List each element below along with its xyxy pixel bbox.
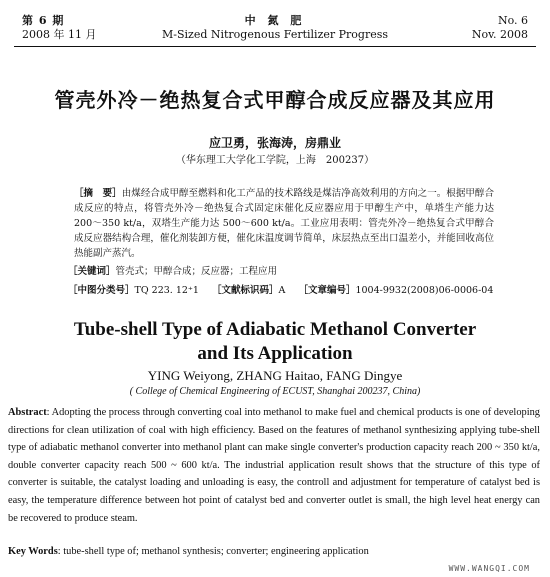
- keywords-en-sep: :: [57, 546, 64, 557]
- doc-code-label: ［文献标识码］: [212, 285, 279, 296]
- abstract-cn: [74, 186, 494, 261]
- date-en: Nov. 2008: [471, 28, 528, 41]
- keywords-en-label: Key Words: [8, 546, 58, 557]
- issue-en: No. 6: [497, 14, 528, 27]
- affiliation-cn: （华东理工大学化工学院，上海 200237）: [175, 155, 375, 166]
- abstract-en-sep: :: [46, 407, 52, 418]
- keywords-en: [8, 545, 540, 559]
- header-center: [22, 14, 528, 42]
- authors-cn: 应卫勇，张海涛，房鼎业: [208, 136, 341, 150]
- article-number: [298, 285, 493, 296]
- abstract-cn-label: ［摘 要］: [74, 188, 122, 199]
- keywords-en-text: tube-shell type of; methanol synthesis; converter; engineering application: [63, 546, 369, 557]
- paper-title-cn: 管壳外冷－绝热复合式甲醇合成反应器及其应用: [54, 88, 496, 112]
- authors-en: YING Weiyong, ZHANG Haitao, FANG Dingye: [147, 368, 403, 383]
- keywords-cn-text: 管壳式；甲醇合成；反应器；工程应用: [115, 266, 278, 277]
- header-rule: [14, 46, 536, 47]
- abstract-en: [8, 404, 540, 527]
- classification-line: [68, 284, 518, 298]
- article-number-value: 1004-9932(2008)06-0006-04: [355, 285, 494, 296]
- date-cn: 2008 年 11 月: [22, 28, 97, 41]
- journal-title-cn: 中 氮 肥: [244, 14, 306, 27]
- affiliation-en: ( College of Chemical Engineering of ECUST, Shanghai 200237, China): [129, 386, 421, 397]
- paper-title-en-line2: and Its Application: [197, 343, 353, 364]
- article-number-label: ［文章编号］: [298, 285, 356, 296]
- running-header: [22, 14, 528, 48]
- issue-cn: 第 6 期: [22, 14, 65, 27]
- class-number-label: ［中图分类号］: [68, 285, 135, 296]
- abstract-en-text: Adopting the process through converting coal into methanol to make fuel and chemical products is one of developing directions for clean utilization of coal with high efficiency. Based on the features of methanol synthesizing applying tube-shell type of adiabatic methanol converter into methanol plant can make single converter's production capacity reach 200 ~ 350 kt/a, double converter capacity reach 500 ~ 600 kt/a. The industrial application result shows that the structure of this type of converter is suitable, the catalyst loading and unloading is easy, the controll and adjustment for temperature of catalyst bed is easy, the temperature difference between hot point of catalyst bed and converter outlet is small, the high level heat energy can be recovered to produce steam.: [8, 407, 540, 524]
- doc-code-value: A: [278, 285, 286, 296]
- class-number: [68, 285, 199, 296]
- watermark: WWW.WANGQI.COM: [448, 564, 530, 573]
- keywords-cn: [68, 265, 498, 279]
- journal-title-en: M-Sized Nitrogenous Fertilizer Progress: [161, 28, 389, 41]
- abstract-en-label: Abstract: [8, 407, 47, 418]
- paper-title-en-line1: Tube-shell Type of Adiabatic Methanol Converter: [73, 319, 477, 340]
- paper-title-en: [0, 318, 550, 366]
- class-number-value: TQ 223. 12⁺1: [134, 285, 199, 296]
- doc-code: [212, 285, 285, 296]
- header-right: [472, 14, 528, 42]
- keywords-cn-label: ［关键词］: [68, 266, 116, 277]
- abstract-cn-text: 由煤经合成甲醇至燃料和化工产品的技术路线是煤洁净高效利用的方向之一。根据甲醇合成反应的特点，将管壳外冷－绝热复合式固定床催化反应器应用于甲醇生产中，单塔生产能力达 200～350 kt/a，双塔生产能力达 500～600 kt/a。工业应用表明：管壳外冷－绝热复合式甲醇合成反应器结构合理，催化剂装卸方便，催化床温度调节简单，床层热点至出口温差小，并能回收高位热能副产蒸汽。: [74, 188, 494, 259]
